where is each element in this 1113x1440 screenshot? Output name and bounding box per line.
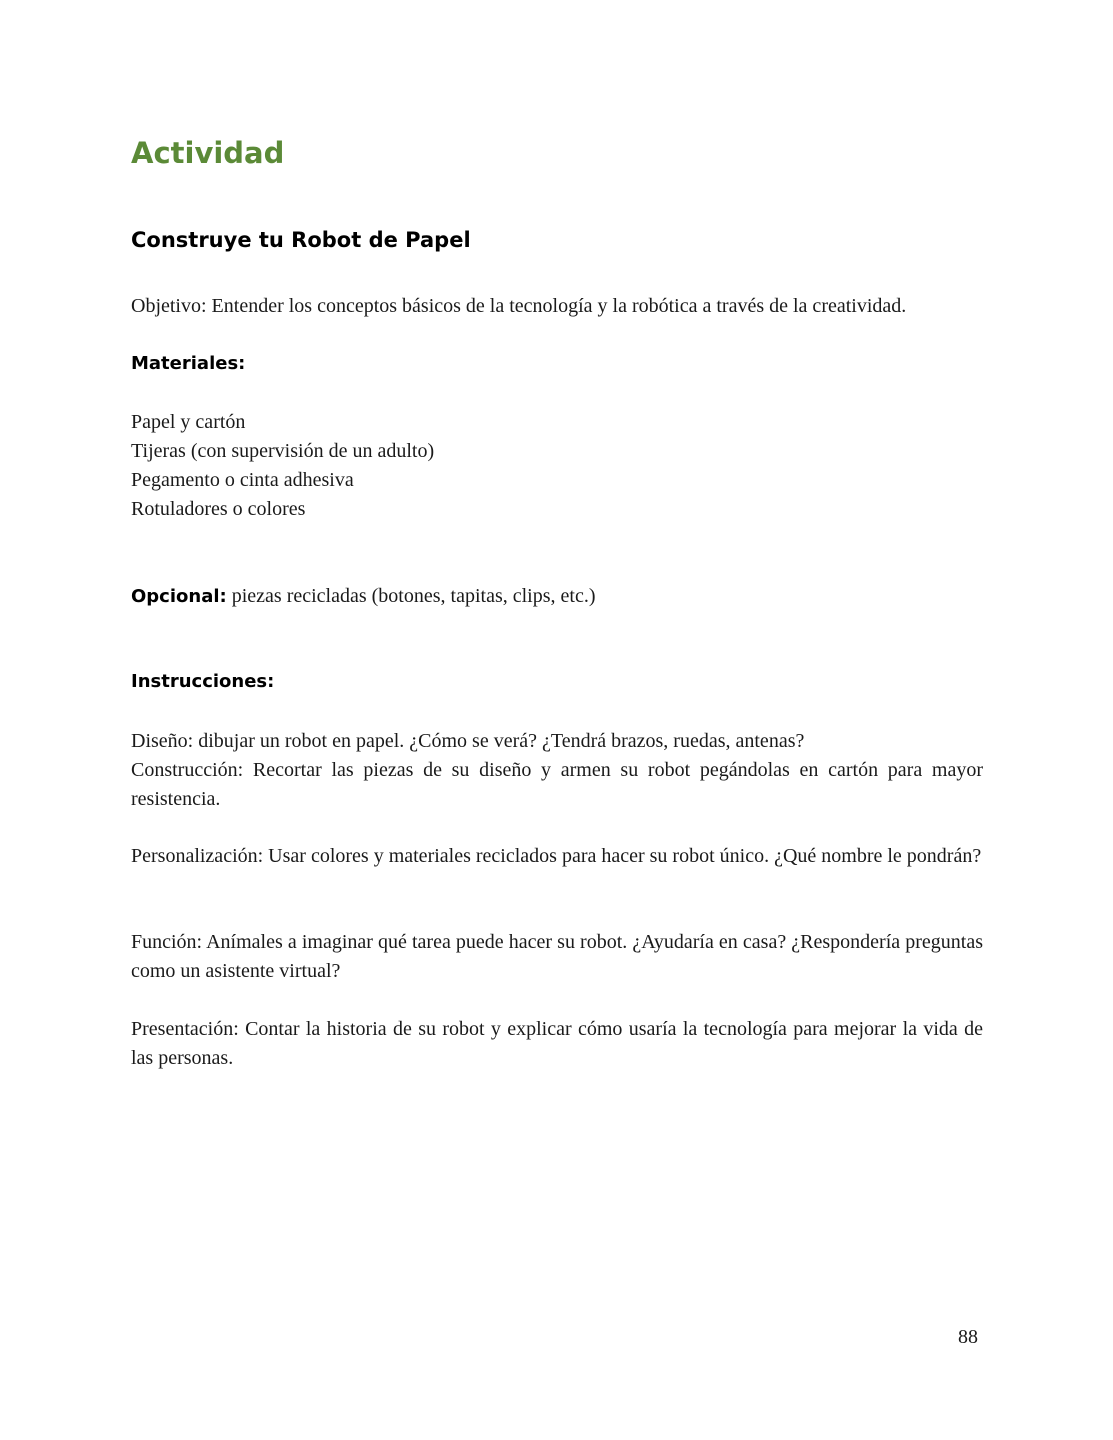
material-item: Papel y cartón [131,411,246,433]
page-number: 88 [958,1326,978,1348]
instruction-step-function: Función: Anímales a imaginar qué tarea puede hacer su robot. ¿Ayudaría en casa? ¿Respondería preguntas como un asistente virtual? [131,931,983,982]
activity-title: Actividad [131,136,285,170]
instruction-step-design: Diseño: dibujar un robot en papel. ¿Cómo se verá? ¿Tendrá brazos, ruedas, antenas? [131,730,805,752]
instruction-step-personalization: Personalización: Usar colores y materiales reciclados para hacer su robot único. ¿Qué nombre le pondrán? [131,845,982,867]
instruction-step-construction: Construcción: Recortar las piezas de su diseño y armen su robot pegándolas en cartón para mayor resistencia. [131,759,983,810]
optional-line [131,582,983,611]
optional-label: Opcional: [131,586,227,607]
instructions-group-1 [131,727,983,814]
objective-text: Objetivo: Entender los conceptos básicos de la tecnología y la robótica a través de la creatividad. [131,295,907,317]
instructions-heading: Instrucciones: [131,671,275,692]
material-item: Pegamento o cinta adhesiva [131,469,354,491]
materials-heading: Materiales: [131,353,246,374]
material-item: Tijeras (con supervisión de un adulto) [131,440,435,462]
optional-text: piezas recicladas (botones, tapitas, clips, etc.) [226,585,596,607]
materials-list [131,408,983,524]
activity-subtitle: Construye tu Robot de Papel [131,228,471,252]
instruction-step-presentation: Presentación: Contar la historia de su robot y explicar cómo usaría la tecnología para mejorar la vida de las personas. [131,1018,983,1069]
material-item: Rotuladores o colores [131,498,306,520]
